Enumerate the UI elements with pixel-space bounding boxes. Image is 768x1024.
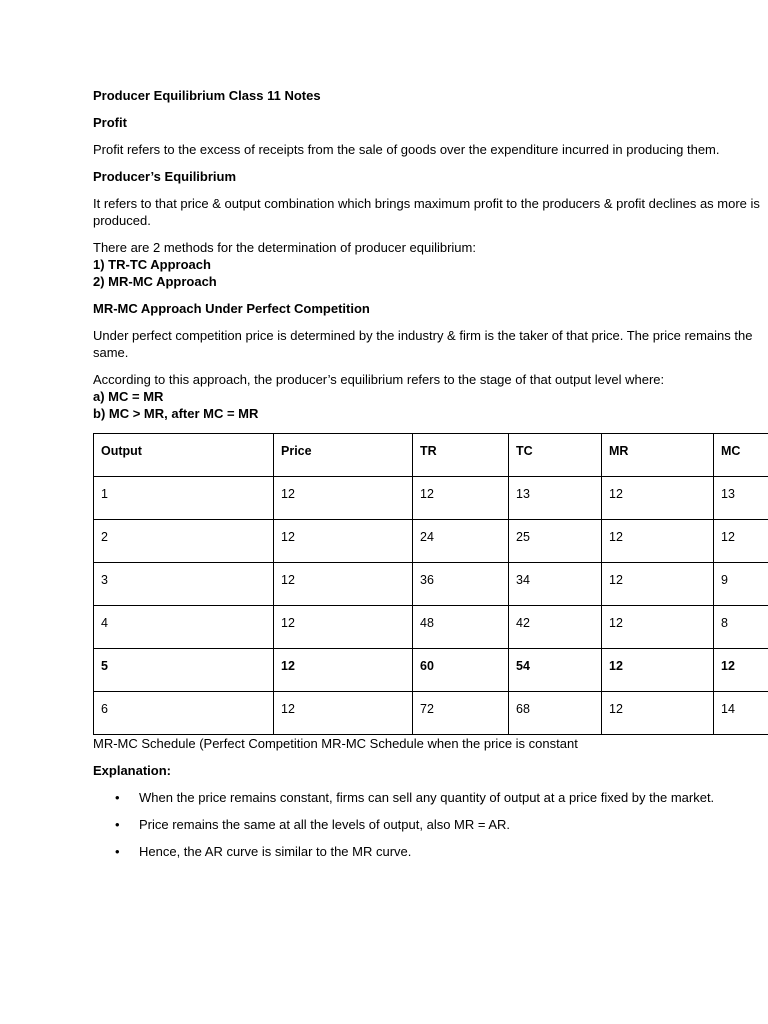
table-cell: 12 bbox=[274, 520, 413, 563]
profit-text: Profit refers to the excess of receipts from the sale of goods over the expenditure incurred in producing them. bbox=[93, 142, 720, 157]
table-cell: 12 bbox=[274, 606, 413, 649]
table-row bbox=[94, 563, 768, 606]
table-row-equilibrium bbox=[94, 649, 768, 692]
table-cell: 12 bbox=[413, 477, 509, 520]
condition-item: b) MC > MR, after MC = MR bbox=[93, 406, 259, 421]
table-cell: 12 bbox=[602, 477, 714, 520]
table-cell: 34 bbox=[509, 563, 602, 606]
table-cell: 12 bbox=[602, 563, 714, 606]
profit-heading: Profit bbox=[93, 115, 127, 130]
header-cell: Output bbox=[94, 434, 274, 477]
bullet-text: Hence, the AR curve is similar to the MR curve. bbox=[139, 844, 412, 859]
bullet-text: When the price remains constant, firms can sell any quantity of output at a price fixed by the market. bbox=[139, 790, 715, 805]
bullet-icon: • bbox=[115, 790, 120, 805]
table-cell: 12 bbox=[274, 563, 413, 606]
method-item: 2) MR-MC Approach bbox=[93, 274, 217, 289]
equilibrium-text: It refers to that price & output combination which brings maximum profit to the producers & profit declines as more is produced. bbox=[93, 196, 760, 228]
table-cell: 12 bbox=[602, 692, 714, 735]
table-row bbox=[94, 692, 768, 735]
table-cell: 12 bbox=[714, 649, 768, 692]
table-cell: 12 bbox=[274, 477, 413, 520]
mrmc-text: Under perfect competition price is determined by the industry & firm is the taker of that price. The price remains the same. bbox=[93, 328, 753, 360]
header-cell: TR bbox=[413, 434, 509, 477]
bullet-text: Price remains the same at all the levels of output, also MR = AR. bbox=[139, 817, 511, 832]
table-cell: 13 bbox=[509, 477, 602, 520]
mrmc-heading: MR-MC Approach Under Perfect Competition bbox=[93, 301, 370, 316]
table-cell: 12 bbox=[602, 520, 714, 563]
table-cell: 3 bbox=[94, 563, 274, 606]
header-cell: MC bbox=[714, 434, 768, 477]
method-item: 1) TR-TC Approach bbox=[93, 257, 211, 272]
table-header-row bbox=[94, 434, 768, 477]
table-row bbox=[94, 477, 768, 520]
table-cell: 6 bbox=[94, 692, 274, 735]
methods-block bbox=[93, 239, 768, 290]
mr-mc-schedule-table bbox=[93, 433, 768, 735]
conditions-intro: According to this approach, the producer’s equilibrium refers to the stage of that output level where: bbox=[93, 372, 665, 387]
table-cell: 1 bbox=[94, 477, 274, 520]
table-cell: 60 bbox=[413, 649, 509, 692]
table-cell: 12 bbox=[714, 520, 768, 563]
bullet-icon: • bbox=[115, 844, 120, 859]
table-cell: 54 bbox=[509, 649, 602, 692]
table-cell: 14 bbox=[714, 692, 768, 735]
conditions-block bbox=[93, 371, 768, 422]
table-cell: 8 bbox=[714, 606, 768, 649]
table-cell: 25 bbox=[509, 520, 602, 563]
table-cell: 12 bbox=[274, 692, 413, 735]
table-cell: 13 bbox=[714, 477, 768, 520]
table-cell: 36 bbox=[413, 563, 509, 606]
table-cell: 42 bbox=[509, 606, 602, 649]
document-page bbox=[93, 87, 768, 870]
bullet-icon: • bbox=[115, 817, 120, 832]
table-cell: 68 bbox=[509, 692, 602, 735]
header-cell: TC bbox=[509, 434, 602, 477]
table-cell: 72 bbox=[413, 692, 509, 735]
table-row bbox=[94, 606, 768, 649]
table-cell: 12 bbox=[274, 649, 413, 692]
methods-intro: There are 2 methods for the determination of producer equilibrium: bbox=[93, 240, 476, 255]
list-item bbox=[93, 816, 768, 833]
equilibrium-heading: Producer’s Equilibrium bbox=[93, 169, 237, 184]
table-row bbox=[94, 520, 768, 563]
list-item bbox=[93, 789, 768, 806]
table-caption: MR-MC Schedule (Perfect Competition MR-MC Schedule when the price is constant bbox=[93, 736, 578, 751]
table-cell: 12 bbox=[602, 606, 714, 649]
document-title: Producer Equilibrium Class 11 Notes bbox=[93, 88, 321, 103]
table-cell: 4 bbox=[94, 606, 274, 649]
table-cell: 12 bbox=[602, 649, 714, 692]
table-cell: 24 bbox=[413, 520, 509, 563]
explanation-list bbox=[93, 789, 768, 860]
table-cell: 9 bbox=[714, 563, 768, 606]
header-cell: Price bbox=[274, 434, 413, 477]
condition-item: a) MC = MR bbox=[93, 389, 164, 404]
table-cell: 2 bbox=[94, 520, 274, 563]
header-cell: MR bbox=[602, 434, 714, 477]
explanation-heading: Explanation: bbox=[93, 763, 172, 778]
list-item bbox=[93, 843, 768, 860]
table-cell: 48 bbox=[413, 606, 509, 649]
table-cell: 5 bbox=[94, 649, 274, 692]
